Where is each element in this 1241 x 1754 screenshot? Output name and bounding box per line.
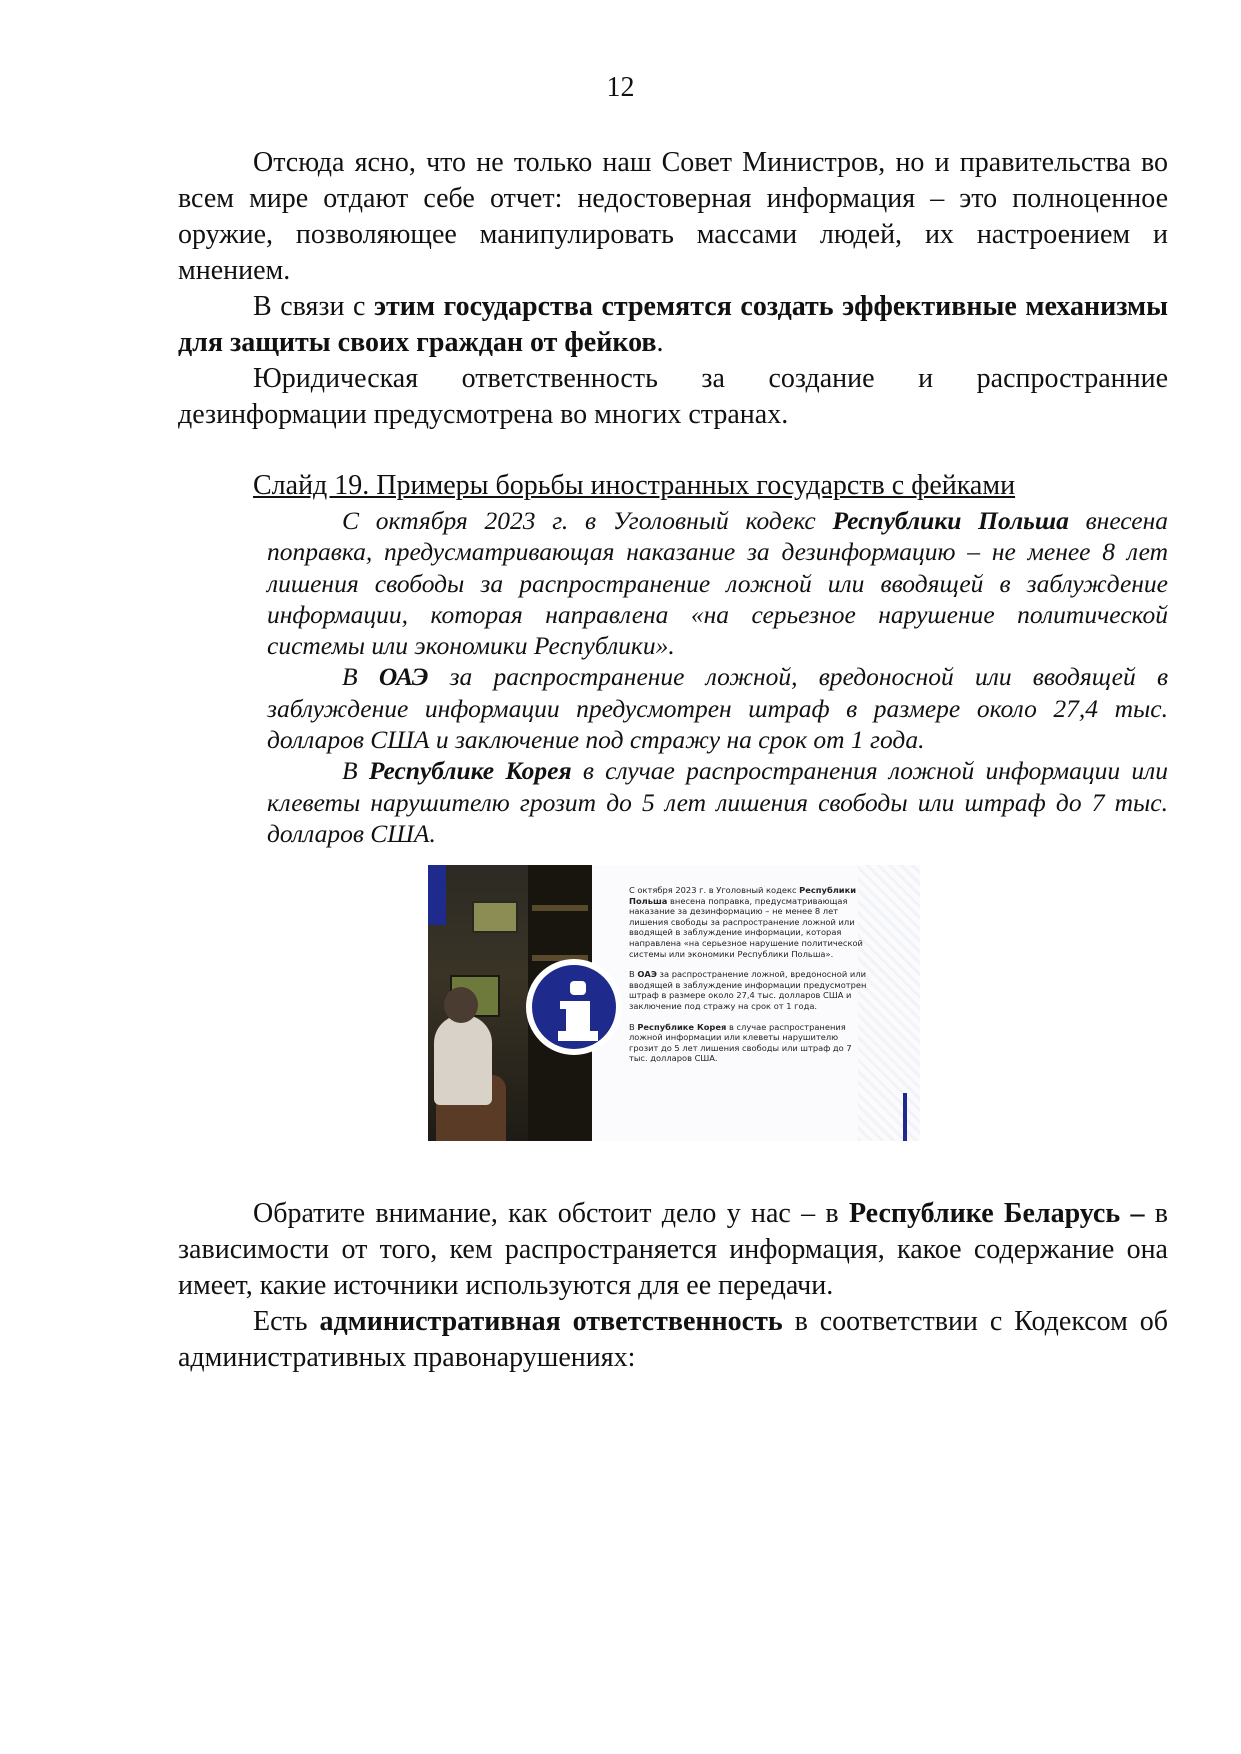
outro-paragraph-2: Есть административная ответственность в соответствии с Кодексом об административных правонарушениях:: [178, 1306, 1168, 1373]
poland-end: внесена поправка, предусматривающая наказание за дезинформацию – не менее 8 лет лишения свободы за распространение ложной или вводящей в заблуждение информации, которая направлена «на серьезное нарушение политической системы или экономики Республики».: [267, 506, 1169, 661]
korea-paragraph: [267, 755, 1168, 849]
korea-bold: Республике Корея: [368, 756, 572, 786]
slide-uae: В ОАЭ за распространение ложной, вредоносной или вводящей в заблуждение информации предусмотрен штраф в размере около 27,4 тыс. долларов США и заключение под стражу на срок от 1 года.: [629, 969, 867, 1011]
slide-accent-bar: [903, 1093, 907, 1141]
page-number: 12: [606, 72, 635, 103]
person: [434, 1015, 492, 1105]
korea-start: В: [342, 756, 369, 786]
photo-accent-bar: [428, 865, 446, 925]
uae-end: за распространение ложной, вредоносной или вводящей в заблуждение информации предусмотрен штраф в размере около 27,4 тыс. долларов США и заключение под стражу на срок от 1 года.: [267, 662, 1169, 755]
slide-image: [428, 865, 920, 1141]
outro-p2-bold: административная ответственность: [319, 1306, 783, 1337]
outro-p1-bold: Республике Беларусь –: [848, 1198, 1145, 1229]
intro-p2-bold: этим государства стремятся создать эффективные механизмы для защиты своих граждан от фейков: [178, 291, 1168, 358]
poland-paragraph: [267, 505, 1168, 661]
korea-end: в случае распространения ложной информации или клеветы нарушителю грозит до 5 лет лишения свободы или штраф до 7 тыс. долларов США.: [267, 756, 1169, 848]
intro-p2-end: .: [656, 327, 664, 358]
poland-bold: Республики Польша: [832, 506, 1069, 535]
uae-bold: ОАЭ: [378, 662, 429, 692]
slide-korea: В Республике Корея в случае распространения ложной информации или клеветы нарушителю грозит до 5 лет лишения свободы или штраф до 7 тыс. долларов США.: [629, 1021, 852, 1064]
slide-description: [267, 505, 1168, 849]
intro-paragraph-2: [178, 289, 1168, 361]
monitor: [472, 901, 518, 933]
intro-section: [178, 145, 1168, 433]
uae-paragraph: [267, 661, 1168, 755]
slide-poland: С октября 2023 г. в Уголовный кодекс Республики Польша внесена поправка, предусматривающая наказание за дезинформацию – не менее 8 лет лишения свободы за распространение ложной или вводящей в заблуждение информации, которая направлена «на серьезное нарушение политической системы или экономики Республики Польша».: [629, 885, 863, 959]
poland-start: С октября 2023 г. в Уголовный кодекс: [342, 506, 833, 535]
slide-text: [629, 885, 869, 1074]
intro-paragraph-3: Юридическая ответственность за создание и распространние дезинформации предусмотрена во многих странах.: [178, 363, 1168, 430]
info-icon: [526, 959, 622, 1055]
person-head: [444, 987, 478, 1023]
slide-heading: Слайд 19. Примеры борьбы иностранных государств с фейками: [253, 470, 1016, 501]
intro-paragraph-1: Отсюда ясно, что не только наш Совет Министров, но и правительства во всем мире отдают себе отчет: недостоверная информация – это полноценное оружие, позволяющее манипулировать массами людей, их настроением и мнением.: [178, 147, 1168, 286]
uae-start: В: [342, 662, 379, 692]
outro-section: [178, 1196, 1168, 1376]
outro-paragraph-1: Обратите внимание, как обстоит дело у нас – в Республике Беларусь – в зависимости от того, кем распространяется информация, какое содержание она имеет, какие источники используются для ее передачи.: [178, 1198, 1168, 1301]
shelf: [532, 905, 588, 911]
intro-p2-start: В связи с: [253, 291, 374, 322]
